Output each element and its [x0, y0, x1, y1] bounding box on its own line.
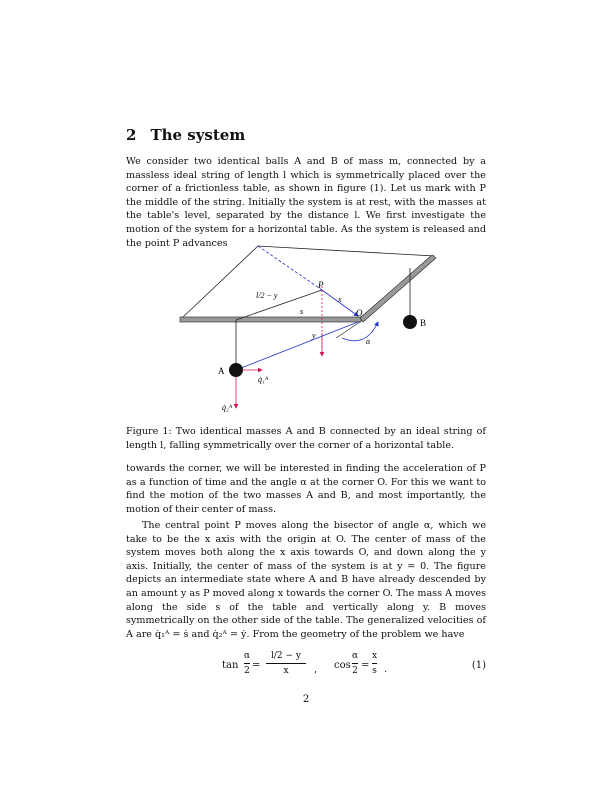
- equation-1: [126, 650, 486, 690]
- label-p: P: [318, 280, 324, 290]
- table-edge-front: [180, 317, 361, 322]
- caption-text: Two identical masses A and B connected by an ideal string of length l, falling symmetrically over the corner of a horizontal table.: [126, 426, 486, 451]
- label-s: s: [300, 307, 304, 316]
- eq-frac-cos-num: α: [352, 651, 359, 661]
- section-title-text: The system: [150, 126, 246, 144]
- alpha-arc: [342, 322, 378, 341]
- equation-number: (1): [471, 660, 486, 671]
- label-y: y: [312, 331, 316, 340]
- table-top: [182, 246, 434, 318]
- bisector-dashed: [258, 246, 322, 290]
- eq-frac-tan-den: 2: [244, 666, 250, 676]
- eq-equals-2: =: [361, 660, 370, 671]
- eq-comma: ,: [314, 664, 318, 675]
- label-q2a: q̇₂ᴬ: [222, 403, 233, 412]
- eq-frac-rhs1-num: l/2 − y: [271, 651, 301, 661]
- eq-frac-rhs1: [266, 650, 306, 677]
- a-to-o-line: [236, 322, 358, 370]
- corner-diagonal: [336, 322, 360, 338]
- page-number: 2: [302, 694, 310, 705]
- paragraph-continuation: towards the corner, we will be interested in finding the acceleration of P as a function of time and the angle α at the corner O. For this we want to find the motion of the two masses A and B, and most importantly, the motion of their center of mass.: [126, 463, 486, 515]
- eq-tan-label: tan: [222, 660, 239, 671]
- ball-b: [403, 315, 417, 329]
- eq-equals-1: =: [252, 660, 261, 671]
- label-o: O: [356, 308, 363, 318]
- paragraph-intro: We consider two identical balls A and B of mass m, connected by a massless ideal string of length l which is symmetrically placed over the corner of a frictionless table, as shown in figure (1). Let us mark with P the middle of the string. Initially the system is at rest, with the masses at the table's level, separated by the distance l. We first investigate the motion of the system for a horizontal table. As the system is released and the point P advances: [126, 156, 486, 249]
- label-q1a: q̇₁ᴬ: [258, 375, 269, 384]
- figure-caption: [126, 425, 486, 452]
- eq-cos-label: cos: [334, 660, 351, 671]
- eq-period: .: [384, 664, 388, 675]
- table-edge-right: [360, 255, 436, 322]
- string-to-left: [236, 290, 322, 320]
- eq-frac-rhs2-num: x: [372, 651, 378, 661]
- eq-frac-cos-den: 2: [352, 666, 358, 676]
- label-half-l-minus-y: l/2 − y: [256, 291, 278, 300]
- label-b: B: [420, 318, 427, 328]
- eq-frac-rhs2-den: s: [372, 666, 377, 676]
- figure-table-diagram: [170, 238, 442, 418]
- label-a: A: [218, 366, 225, 376]
- section-number: 2: [126, 126, 137, 144]
- label-alpha: α: [366, 337, 371, 346]
- label-x: x: [338, 295, 342, 304]
- eq-frac-rhs1-den: x: [283, 666, 289, 676]
- section-heading: [126, 126, 245, 144]
- eq-frac-tan-num: α: [244, 651, 251, 661]
- eq-frac-cos: [352, 650, 358, 677]
- caption-label: Figure 1:: [126, 426, 172, 437]
- eq-frac-tan: [244, 650, 250, 677]
- eq-frac-rhs2: [372, 650, 377, 677]
- paragraph-geometry: The central point P moves along the bisector of angle α, which we take to be the x axis with the origin at O. The center of mass of the system moves both along the x axis towards O, and down along the y axis. Initially, the center of mass of the system is at y = 0. The figure depicts an intermediate state where A and B have already descended by an amount y as P moved along x towards the corner O. The mass A moves along the side s of the table and vertically along y. B moves symmetrically on the other side of the table. The generalized velocities of A are q̇₁ᴬ = ṡ and q̇₂ᴬ = ẏ. From the geometry of the problem we have: [126, 520, 486, 640]
- ball-a: [229, 363, 243, 377]
